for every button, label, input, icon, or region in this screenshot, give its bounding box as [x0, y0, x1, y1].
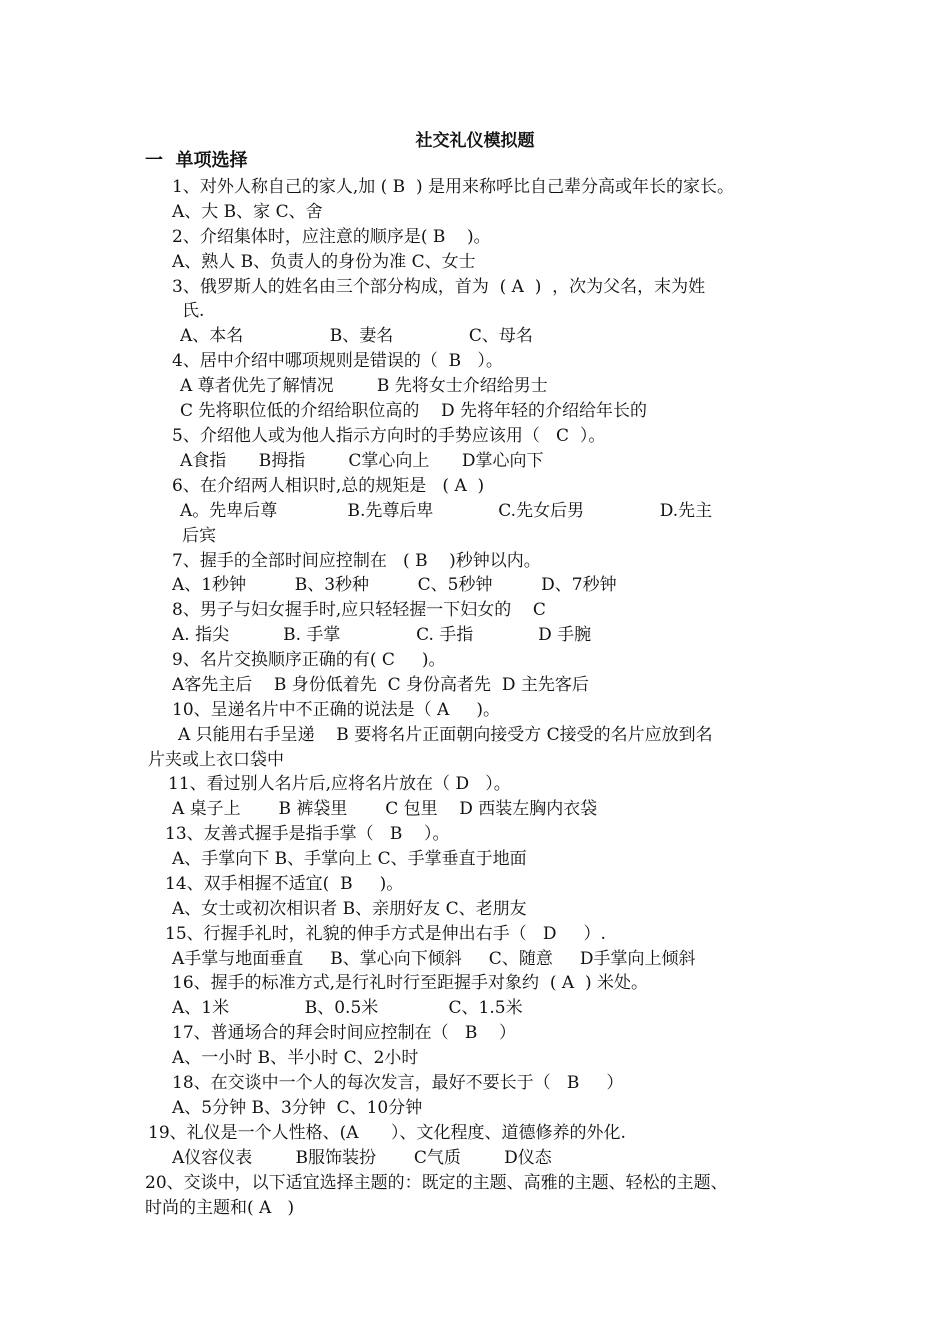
options-10: A 只能用右手呈递 B 要将名片正面朝向接受方 C接受的名片应放到名 — [178, 725, 713, 745]
options-1: A、大 B、家 C、舍 — [172, 202, 323, 222]
question-20: 20、交谈中，以下适宜选择主题的：既定的主题、高雅的主题、轻松的主题、 — [145, 1173, 728, 1193]
question-3-cont: 氏. — [182, 301, 205, 321]
options-16: A、1米 B、0.5米 C、1.5米 — [172, 998, 523, 1018]
section-heading: 一 单项选择 — [145, 150, 248, 171]
options-19: A仪容仪表 B服饰装扮 C气质 D仪态 — [172, 1148, 552, 1168]
question-20-cont: 时尚的主题和( A ) — [145, 1198, 295, 1218]
options-13: A、手掌向下 B、手掌向上 C、手掌垂直于地面 — [172, 849, 527, 869]
question-16: 16、握手的标准方式,是行礼时行至距握手对象约 ( A ) 米处。 — [172, 973, 648, 993]
options-11: A 桌子上 B 裤袋里 C 包里 D 西装左胸内衣袋 — [172, 799, 598, 819]
options-3: A、本名 B、妻名 C、母名 — [180, 326, 533, 346]
question-3: 3、俄罗斯人的姓名由三个部分构成，首为 ( A ) ，次为父名，末为姓 — [172, 277, 706, 297]
question-10: 10、呈递名片中不正确的说法是（ A )。 — [172, 700, 500, 720]
question-15: 15、行握手礼时，礼貌的伸手方式是伸出右手（ D ）. — [165, 924, 606, 944]
options-4b: C 先将职位低的介绍给职位高的 D 先将年轻的介绍给年长的 — [180, 401, 648, 421]
question-9: 9、名片交换顺序正确的有( C )。 — [172, 650, 446, 670]
options-17: A、一小时 B、半小时 C、2小时 — [172, 1048, 419, 1068]
question-1: 1、对外人称自己的家人,加 ( B ) 是用来称呼比自己辈分高或年长的家长。 — [172, 177, 734, 197]
options-18: A、5分钟 B、3分钟 C、10分钟 — [172, 1098, 423, 1118]
question-5: 5、介绍他人或为他人指示方向时的手势应该用（ C ）。 — [172, 426, 606, 446]
options-5: A食指 B拇指 C掌心向上 D掌心向下 — [180, 451, 544, 471]
question-8: 8、男子与妇女握手时,应只轻轻握一下妇女的 C — [172, 600, 546, 620]
question-18: 18、在交谈中一个人的每次发言，最好不要长于（ B ） — [172, 1073, 624, 1093]
options-9: A客先主后 B 身份低着先 C 身份高者先 D 主先客后 — [172, 675, 589, 695]
options-7: A、1秒钟 B、3秒种 C、5秒钟 D、7秒钟 — [172, 575, 617, 595]
options-2: A、熟人 B、负责人的身份为准 C、女士 — [172, 252, 476, 272]
question-17: 17、普通场合的拜会时间应控制在（ B ） — [172, 1023, 516, 1043]
question-6: 6、在介绍两人相识时,总的规矩是 ( A ) — [172, 476, 485, 496]
question-2: 2、介绍集体时，应注意的顺序是( B )。 — [172, 227, 491, 247]
question-13: 13、友善式握手是指手掌（ B ）。 — [165, 824, 450, 844]
question-19: 19、礼仪是一个人性格、(A ）、文化程度、道德修养的外化. — [148, 1123, 626, 1143]
question-11: 11、看过别人名片后,应将名片放在（ D ）。 — [168, 774, 511, 794]
options-4a: A 尊者优先了解情况 B 先将女士介绍给男士 — [180, 376, 548, 396]
options-15: A手掌与地面垂直 B、掌心向下倾斜 C、随意 D手掌向上倾斜 — [172, 949, 696, 969]
options-8: A. 指尖 B. 手掌 C. 手指 D 手腕 — [172, 625, 592, 645]
options-10-cont: 片夹或上衣口袋中 — [148, 750, 284, 770]
question-4: 4、居中介绍中哪项规则是错误的（ B ）。 — [172, 351, 503, 371]
options-6: A。先卑后尊 B.先尊后卑 C.先女后男 D.先主 — [180, 501, 713, 521]
document-title: 社交礼仪模拟题 — [415, 131, 535, 151]
question-7: 7、握手的全部时间应控制在 ( B )秒钟以内。 — [172, 551, 541, 571]
question-14: 14、双手相握不适宜( B )。 — [165, 874, 404, 894]
options-14: A、女士或初次相识者 B、亲朋好友 C、老朋友 — [172, 899, 527, 919]
options-6-cont: 后宾 — [182, 526, 216, 546]
